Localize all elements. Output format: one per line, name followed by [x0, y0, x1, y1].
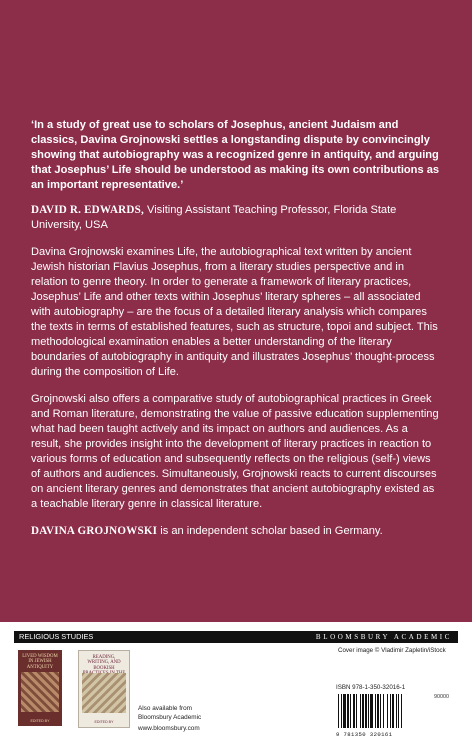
barcode-bar [347, 694, 349, 728]
related-book-title-1: LIVED WISDOM IN JEWISH ANTIQUITY [22, 654, 58, 670]
barcode-bar [360, 694, 361, 728]
blurb [31, 118, 441, 551]
publisher-label: BLOOMSBURY ACADEMIC [315, 633, 452, 641]
also-available-line-2: Bloomsbury Academic [138, 714, 202, 721]
related-book-title-2: READING, WRITING, AND BOOKISH [87, 655, 121, 671]
barcode-bar [338, 694, 339, 728]
also-available [138, 704, 201, 722]
book-cover-art [82, 673, 126, 713]
description-paragraph-1: Davina Grojnowski examines Life, the autobiographical text written by ancient Jewish historian Flavius Josephus, from a literary studies perspective and in relation to genre theory. In order to generate a framework of literary practices, Josephus’ Life and other texts within Josephus’ literary spheres – all associated with autobiography – are the focus of a detailed literary analysis which compares the texts in terms of established features, such as structure, topoi and subject. This methodological examination enables a better understanding of the literary boundaries of autobiography in antiquity and illustrates Josephus’ thought-process during the composition of Life. [31, 246, 438, 378]
related-book-author-1: EDITED BY [30, 719, 50, 723]
footer-strip [0, 622, 472, 750]
category-bar [14, 631, 458, 643]
barcode-bar [353, 694, 355, 728]
price-code: 90000 [434, 694, 449, 700]
isbn-label: ISBN 978-1-350-32016-1 [336, 684, 406, 691]
barcode-bar [398, 694, 399, 728]
barcode-bar [392, 694, 394, 728]
cover-image-credit: Cover image © Vladimir Zapletin/iStock [338, 647, 446, 654]
barcode-bar [383, 694, 384, 728]
related-book-cover-1 [18, 650, 62, 726]
barcode-bar [375, 694, 376, 728]
related-book-author-2: EDITED BY [94, 720, 114, 724]
author-bio-text: is an independent scholar based in Germany. [157, 525, 383, 537]
barcode-bar [368, 694, 369, 728]
related-book-cover-2 [78, 650, 130, 728]
publisher-website: www.bloomsbury.com [138, 725, 200, 732]
barcode-bar [365, 694, 367, 728]
barcode-digits: 9 781350 320161 [336, 731, 393, 738]
barcode-bar [387, 694, 388, 728]
endorser-name: DAVID R. EDWARDS, [31, 204, 144, 216]
barcode-bar [343, 694, 346, 728]
barcode-bar [390, 694, 391, 728]
author-bio [31, 524, 441, 539]
endorsement-quote: ‘In a study of great use to scholars of Josephus, ancient Judaism and classics, Davina Grojnowski settles a longstanding dispute by convincingly showing that autobiography was a recognized genre in antiquity, and arguing that Josephus’ Life should be understood as making its own contributions as an important representative.’ [31, 119, 440, 191]
barcode-bar [356, 694, 357, 728]
subject-label: RELIGIOUS STUDIES [19, 632, 94, 641]
author-name: DAVINA GROJNOWSKI [31, 525, 158, 537]
barcode-bar [362, 694, 364, 728]
barcode-bar [350, 694, 351, 728]
barcode-bar [370, 694, 373, 728]
endorser-role: Visiting Assistant Teaching Professor, Florida State University, USA [31, 204, 397, 231]
book-cover-art [21, 672, 59, 712]
barcode-bars [336, 694, 432, 728]
barcode-bar [377, 694, 379, 728]
barcode-bar [380, 694, 381, 728]
barcode-bar [396, 694, 397, 728]
also-available-line-1: Also available from [138, 705, 192, 712]
endorsement-attribution [31, 203, 441, 233]
barcode [336, 694, 449, 738]
barcode-bar [341, 694, 342, 728]
description-paragraph-2: Grojnowski also offers a comparative study of autobiographical practices in Greek and Roman literature, demonstrating the value of passive education supplementing what had been taught actively and its impact on authors and audiences. As a result, she provides insight into the development of literary practices in reaction to various forms of education and subsequently reflects on the religious (self-) views of authors and audiences. Simultaneously, Grojnowski reacts to current discourses on ancient literary genres and demonstrates that ancient autobiography existed as a teachable literary genre in classical literature. [31, 393, 439, 510]
barcode-bar [401, 694, 402, 728]
